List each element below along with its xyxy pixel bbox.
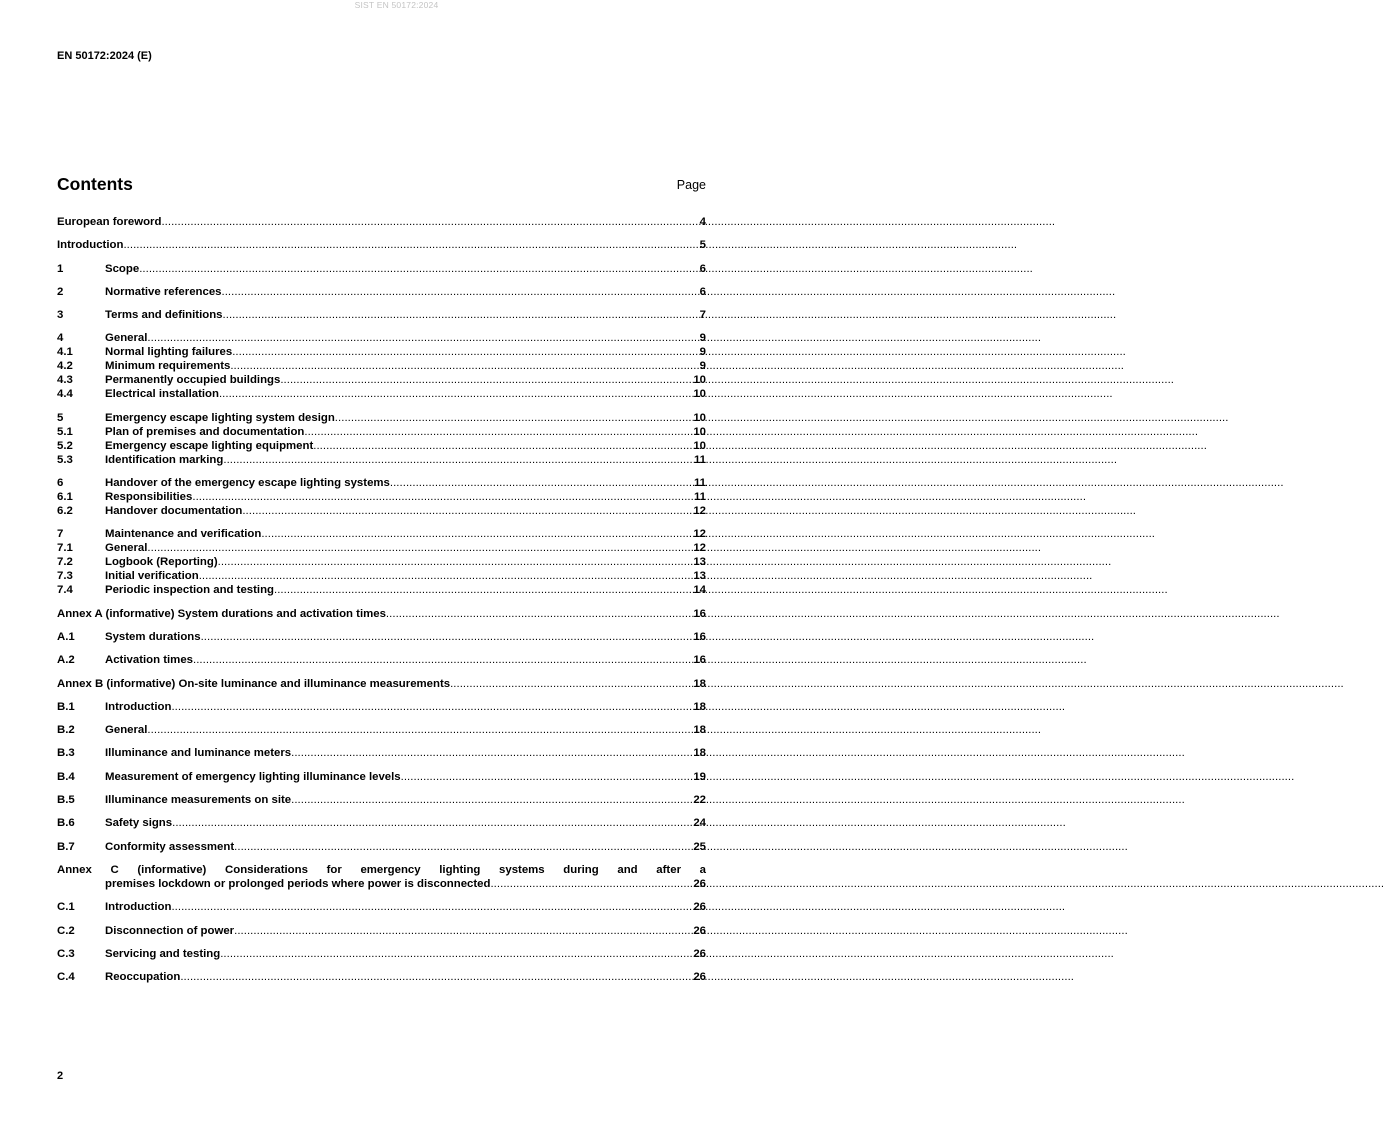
toc-entry-title: Scope: [105, 262, 140, 275]
dot-leader: [193, 653, 693, 667]
toc-entry[interactable]: [57, 653, 706, 667]
toc-entry-title: Safety signs: [105, 817, 173, 830]
dot-leader: [192, 490, 694, 504]
toc-entry[interactable]: [57, 555, 706, 569]
dot-leader: [232, 345, 699, 359]
footer-page-number: 2: [57, 1070, 64, 1082]
dot-leader: [450, 677, 693, 691]
toc-entry-title: Annex B (informative) On-site luminance and illuminance measurements: [57, 677, 451, 690]
toc-entry[interactable]: [57, 215, 706, 229]
toc-entry-page: 10: [693, 439, 706, 452]
toc-entry-page: 25: [693, 840, 706, 853]
toc-entry-page: 9: [699, 332, 706, 345]
toc-entry-title: Normative references: [105, 285, 222, 298]
toc-entry-number: 5.1: [57, 425, 73, 438]
toc-entry-number: 4.4: [57, 388, 73, 401]
toc-entry-number: 5: [57, 411, 64, 424]
toc-entry-title: Illuminance and luminance meters: [105, 747, 292, 760]
toc-entry-number: 4.2: [57, 360, 73, 373]
dot-leader: [147, 331, 699, 345]
toc-entry[interactable]: [57, 331, 706, 345]
toc-entry-page: 6: [699, 285, 706, 298]
toc-entry[interactable]: [57, 630, 706, 644]
toc-entry[interactable]: [57, 476, 706, 490]
contents-heading: Contents: [57, 174, 133, 194]
toc-entry[interactable]: [57, 504, 706, 518]
toc-entry[interactable]: [57, 569, 706, 583]
watermark: SIST EN 50172:2024: [354, 0, 439, 10]
toc-entry-number: 4.1: [57, 346, 73, 359]
toc-entry-number: 4: [57, 332, 64, 345]
toc-entry[interactable]: [57, 425, 706, 439]
toc-entry-page: 10: [693, 411, 706, 424]
toc-entry-title: Annex A (informative) System durations and activation times: [57, 607, 386, 620]
toc-entry-title: Responsibilities: [105, 491, 193, 504]
toc-entry[interactable]: [57, 900, 706, 914]
toc-entry-page: 5: [699, 239, 706, 252]
toc-entry[interactable]: [57, 238, 706, 252]
toc-entry-number: B.7: [57, 840, 75, 853]
toc-entry-page: 26: [693, 971, 706, 984]
toc-entry[interactable]: [57, 863, 706, 891]
dot-leader: [490, 877, 693, 891]
dot-leader: [291, 746, 693, 760]
toc-entry[interactable]: [57, 700, 706, 714]
toc-entry-number: 7.1: [57, 542, 73, 555]
dot-leader: [234, 924, 693, 938]
toc-entry-page: 9: [699, 360, 706, 373]
toc-entry[interactable]: [57, 607, 706, 621]
toc-entry-title: Logbook (Reporting): [105, 556, 218, 569]
toc-entry-title: Disconnection of power: [105, 924, 235, 937]
toc-entry-number: 6: [57, 477, 64, 490]
dot-leader: [171, 900, 693, 914]
toc-entry-page: 10: [693, 425, 706, 438]
toc-entry[interactable]: [57, 541, 706, 555]
toc-entry[interactable]: [57, 262, 706, 276]
dot-leader: [280, 373, 693, 387]
toc-entry-number: 6.1: [57, 491, 73, 504]
dot-leader: [218, 555, 694, 569]
toc-entry-title: General: [105, 332, 148, 345]
toc-entry-title: Permanently occupied buildings: [105, 374, 281, 387]
dot-leader: [291, 793, 693, 807]
toc-entry-title: Measurement of emergency lighting illuminance levels: [105, 770, 401, 783]
toc-entry-title: Emergency escape lighting system design: [105, 411, 335, 424]
toc-entry-title: Periodic inspection and testing: [105, 584, 274, 597]
toc-entry-title: Normal lighting failures: [105, 346, 233, 359]
toc-entry-number: 4.3: [57, 374, 73, 387]
toc-entry-page: 11: [693, 491, 706, 504]
toc-entry-number: 6.2: [57, 505, 73, 518]
toc-entry[interactable]: [57, 359, 706, 373]
toc-entry-number: 5.3: [57, 453, 73, 466]
toc-entry-title: Maintenance and verification: [105, 528, 262, 541]
toc-entry-page: 7: [699, 309, 706, 322]
toc-entry-page: 26: [693, 924, 706, 937]
toc-entry-page: 22: [693, 794, 706, 807]
table-of-contents: [57, 215, 706, 984]
dot-leader: [234, 840, 693, 854]
toc-entry-title: Emergency escape lighting equipment: [105, 439, 314, 452]
toc-entry-title: Conformity assessment: [105, 840, 235, 853]
toc-entry-page: 18: [693, 700, 706, 713]
toc-entry-title: European foreword: [57, 216, 162, 228]
toc-entry-page: 16: [693, 607, 706, 620]
toc-entry-number: A.1: [57, 630, 75, 643]
dot-leader: [220, 947, 693, 961]
toc-entry[interactable]: [57, 793, 706, 807]
toc-entry-title: Plan of premises and documentation: [105, 425, 305, 438]
toc-entry[interactable]: [57, 285, 706, 299]
dot-leader: [171, 700, 693, 714]
toc-entry-title: Reoccupation: [105, 971, 181, 984]
dot-leader: [199, 569, 694, 583]
toc-entry-number: 7.4: [57, 584, 73, 597]
toc-entry-title: Terms and definitions: [105, 309, 223, 322]
toc-entry[interactable]: [57, 411, 706, 425]
toc-entry-page: 12: [693, 528, 706, 541]
toc-entry-number: 2: [57, 285, 64, 298]
toc-entry-title: Handover documentation: [105, 505, 243, 518]
toc-entry-page: 19: [693, 770, 706, 783]
toc-entry-page: 26: [693, 901, 706, 914]
dot-leader: [230, 359, 699, 373]
toc-entry-title: Minimum requirements: [105, 360, 231, 373]
toc-entry-page: 9: [699, 346, 706, 359]
dot-leader: [172, 816, 693, 830]
dot-leader: [161, 215, 699, 229]
toc-entry[interactable]: [57, 453, 706, 467]
dot-leader: [261, 527, 693, 541]
toc-entry-page: 11: [693, 477, 706, 490]
dot-leader: [222, 285, 700, 299]
toc-entry-number: B.6: [57, 817, 75, 830]
document-header: EN 50172:2024 (E): [57, 50, 152, 62]
toc-entry-title: Identification marking: [105, 453, 224, 466]
toc-entry-page: 11: [693, 453, 706, 466]
toc-entry-title: Annex C (informative) Considerations for emergency lighting systems during and after a: [57, 863, 706, 876]
toc-entry-page: 4: [699, 216, 706, 228]
dot-leader: [313, 439, 693, 453]
toc-entry[interactable]: [57, 970, 706, 984]
toc-entry-title: Servicing and testing: [105, 947, 221, 960]
toc-entry-page: 12: [693, 505, 706, 518]
toc-entry[interactable]: [57, 746, 706, 760]
toc-entry[interactable]: [57, 583, 706, 597]
dot-leader: [401, 770, 694, 784]
toc-entry-page: 10: [693, 388, 706, 401]
toc-entry-title: Electrical installation: [105, 388, 219, 401]
toc-entry-title: System durations: [105, 630, 201, 643]
toc-entry[interactable]: [57, 816, 706, 830]
toc-entry-number: B.3: [57, 747, 75, 760]
page-column-label: Page: [676, 178, 706, 192]
dot-leader: [274, 583, 693, 597]
toc-entry-page: 26: [693, 947, 706, 960]
toc-entry-number: C.1: [57, 901, 75, 914]
toc-entry-number: A.2: [57, 654, 75, 667]
dot-leader: [335, 411, 694, 425]
toc-entry-number: B.2: [57, 724, 75, 737]
dot-leader: [223, 308, 700, 322]
toc-entry[interactable]: [57, 677, 706, 691]
toc-entry-title: General: [105, 724, 148, 737]
toc-entry[interactable]: [57, 770, 706, 784]
toc-entry[interactable]: [57, 723, 706, 737]
toc-entry-title: General: [105, 542, 148, 555]
toc-entry-title: Introduction: [105, 901, 172, 914]
dot-leader: [180, 970, 693, 984]
toc-entry-number: 7.2: [57, 556, 73, 569]
dot-leader: [123, 238, 699, 252]
dot-leader: [147, 723, 693, 737]
toc-entry-page: 16: [693, 654, 706, 667]
toc-entry-number: B.5: [57, 794, 75, 807]
toc-entry-page: 14: [693, 584, 706, 597]
toc-entry-page: 12: [693, 542, 706, 555]
dot-leader: [304, 425, 693, 439]
dot-leader: [242, 504, 693, 518]
toc-entry-number: 7.3: [57, 570, 73, 583]
toc-entry-number: C.4: [57, 971, 75, 984]
toc-entry-page: 16: [693, 630, 706, 643]
toc-entry-title: Initial verification: [105, 570, 199, 583]
dot-leader: [201, 630, 694, 644]
toc-entry[interactable]: [57, 527, 706, 541]
toc-entry-page: 18: [693, 677, 706, 690]
toc-entry-title: Handover of the emergency escape lighting systems: [105, 477, 390, 490]
dot-leader: [147, 541, 693, 555]
toc-entry-title: Illuminance measurements on site: [105, 794, 292, 807]
dot-leader: [219, 387, 693, 401]
toc-entry[interactable]: [57, 947, 706, 961]
toc-entry[interactable]: [57, 840, 706, 854]
toc-entry[interactable]: [57, 924, 706, 938]
dot-leader: [386, 607, 693, 621]
toc-entry-number: 7: [57, 528, 64, 541]
toc-entry-title: Introduction: [57, 239, 124, 252]
dot-leader: [223, 453, 694, 467]
toc-entry-page: 18: [693, 747, 706, 760]
toc-entry-page: 24: [693, 817, 706, 830]
toc-entry-number: C.2: [57, 924, 75, 937]
toc-entry-number: 5.2: [57, 439, 73, 452]
toc-entry-title: Activation times: [105, 654, 193, 667]
toc-entry-title-continued: premises lockdown or prolonged periods where power is disconnected: [105, 877, 491, 890]
dot-leader: [139, 262, 699, 276]
toc-entry-page: 10: [693, 374, 706, 387]
toc-entry-number: C.3: [57, 947, 75, 960]
toc-entry-page: 6: [699, 262, 706, 275]
toc-entry-page: 13: [693, 556, 706, 569]
toc-entry-number: 1: [57, 262, 64, 275]
toc-entry[interactable]: [57, 308, 706, 322]
toc-entry-page: 13: [693, 570, 706, 583]
toc-entry-page: 26: [693, 877, 706, 890]
dot-leader: [390, 476, 694, 490]
toc-entry[interactable]: [57, 439, 706, 453]
toc-entry[interactable]: [57, 490, 706, 504]
toc-entry-number: B.1: [57, 700, 75, 713]
toc-entry[interactable]: [57, 345, 706, 359]
toc-entry-number: 3: [57, 309, 64, 322]
toc-entry[interactable]: [57, 387, 706, 401]
toc-entry-page: 18: [693, 724, 706, 737]
toc-entry[interactable]: [57, 373, 706, 387]
toc-entry-number: B.4: [57, 770, 75, 783]
toc-entry-title: Introduction: [105, 700, 172, 713]
